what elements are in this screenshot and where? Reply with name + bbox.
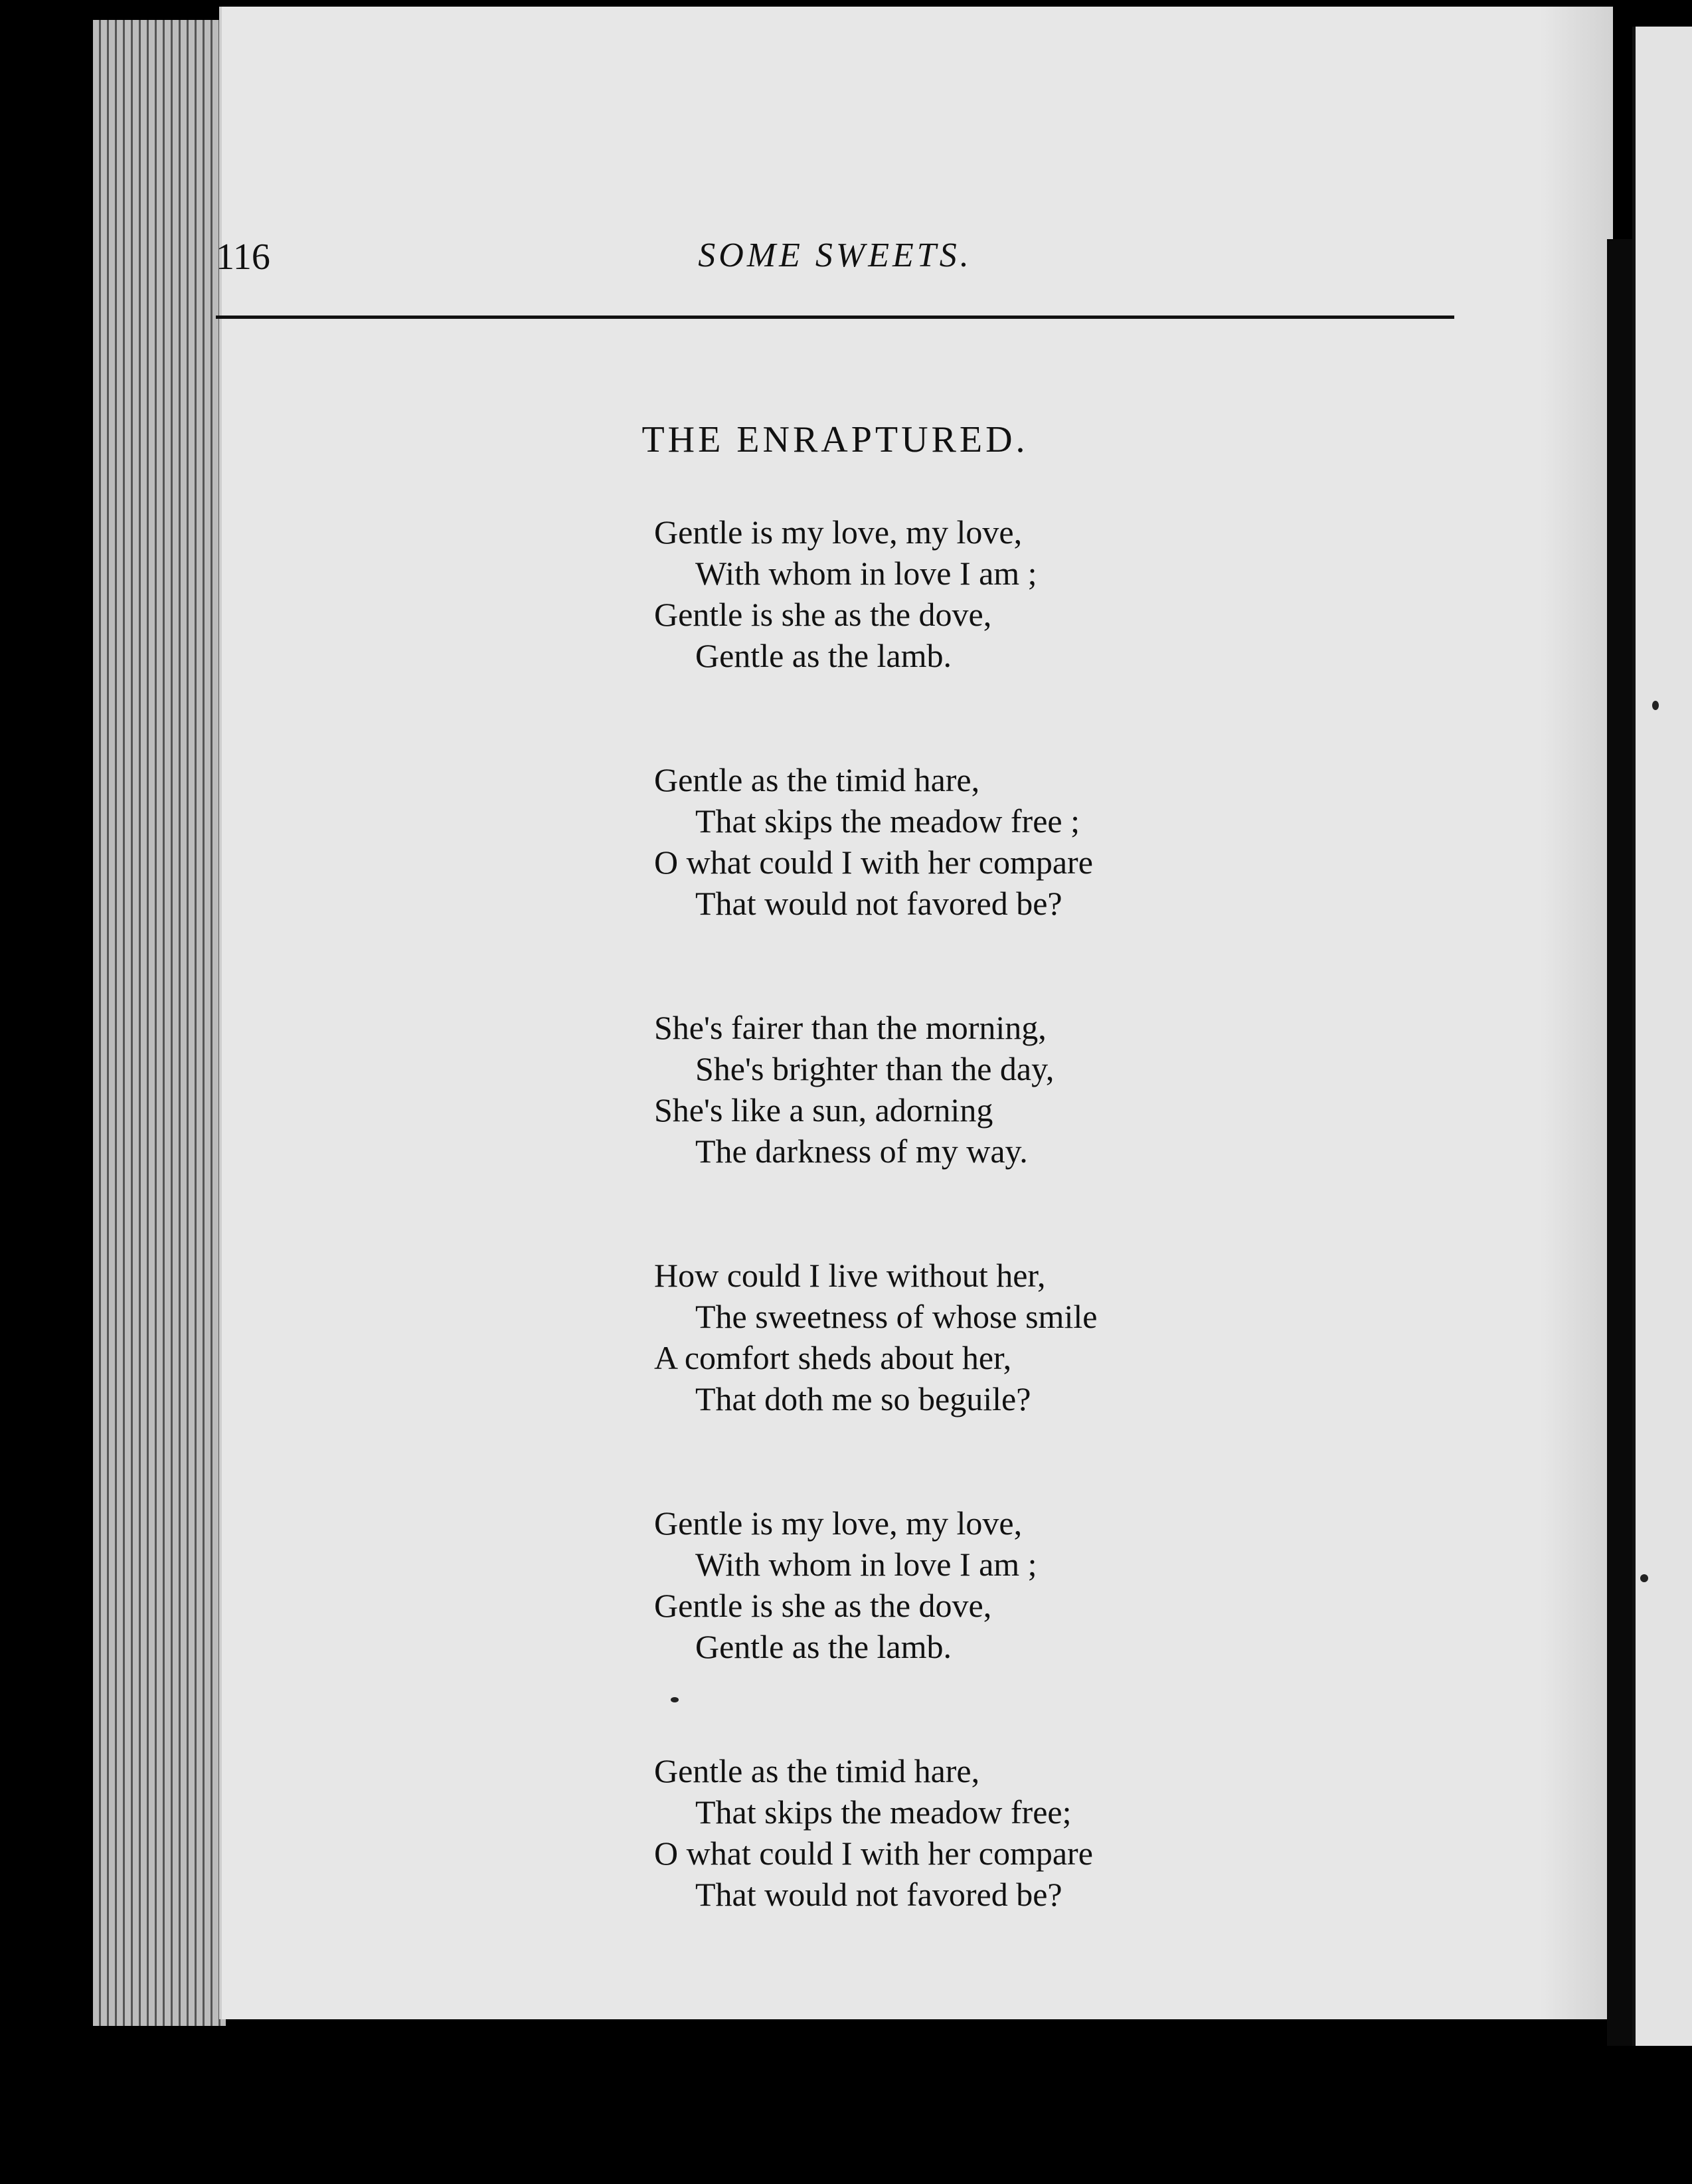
stanza [654, 511, 1318, 676]
stanza [654, 1255, 1318, 1419]
stacked-page-edges [93, 20, 226, 2026]
facing-page-edge [1632, 27, 1692, 2046]
poem-line: A comfort sheds about her, [654, 1339, 1012, 1376]
running-title: SOME SWEETS. [698, 236, 972, 274]
poem-line: She's brighter than the day, [695, 1050, 1055, 1087]
poem-line: Gentle as the timid hare, [654, 761, 980, 798]
page-header [216, 236, 1454, 309]
poem-line: Gentle as the lamb. [695, 1628, 952, 1665]
page-number: 116 [216, 236, 270, 278]
stanza [654, 1007, 1318, 1172]
poem-line: With whom in love I am ; [695, 1546, 1037, 1583]
poem-line: Gentle as the lamb. [695, 637, 952, 674]
poem-line: Gentle is my love, my love, [654, 1504, 1023, 1542]
poem-line: That doth me so beguile? [695, 1380, 1031, 1417]
poem-title: THE ENRAPTURED. [641, 419, 1029, 460]
poem-line: That skips the meadow free; [695, 1793, 1072, 1831]
poem-line: How could I live without her, [654, 1257, 1046, 1294]
poem-line: Gentle is my love, my love, [654, 513, 1023, 551]
poem-line: O what could I with her compare [654, 1835, 1093, 1872]
poem-line: Gentle is she as the dove, [654, 1587, 992, 1624]
poem-line: The sweetness of whose smile [695, 1298, 1098, 1335]
poem-line: The darkness of my way. [695, 1133, 1028, 1170]
poem-line: That would not favored be? [695, 885, 1062, 922]
scan-speck [671, 1697, 679, 1702]
header-rule [216, 316, 1454, 319]
book-gutter [1607, 239, 1632, 2046]
stanza [654, 1502, 1318, 1667]
poem-line: That would not favored be? [695, 1876, 1062, 1913]
poem-line: She's like a sun, adorning [654, 1091, 993, 1129]
poem-body [654, 511, 1318, 1998]
poem-line: Gentle as the timid hare, [654, 1752, 980, 1789]
poem-line: O what could I with her compare [654, 844, 1093, 881]
poem-line: With whom in love I am ; [695, 555, 1037, 592]
stanza [654, 1750, 1318, 1915]
scan-speck [1652, 701, 1659, 710]
poem-line: That skips the meadow free ; [695, 802, 1080, 840]
scan-speck [1640, 1574, 1648, 1582]
poem-line: Gentle is she as the dove, [654, 596, 992, 633]
poem-line: She's fairer than the morning, [654, 1009, 1047, 1046]
stanza [654, 759, 1318, 924]
